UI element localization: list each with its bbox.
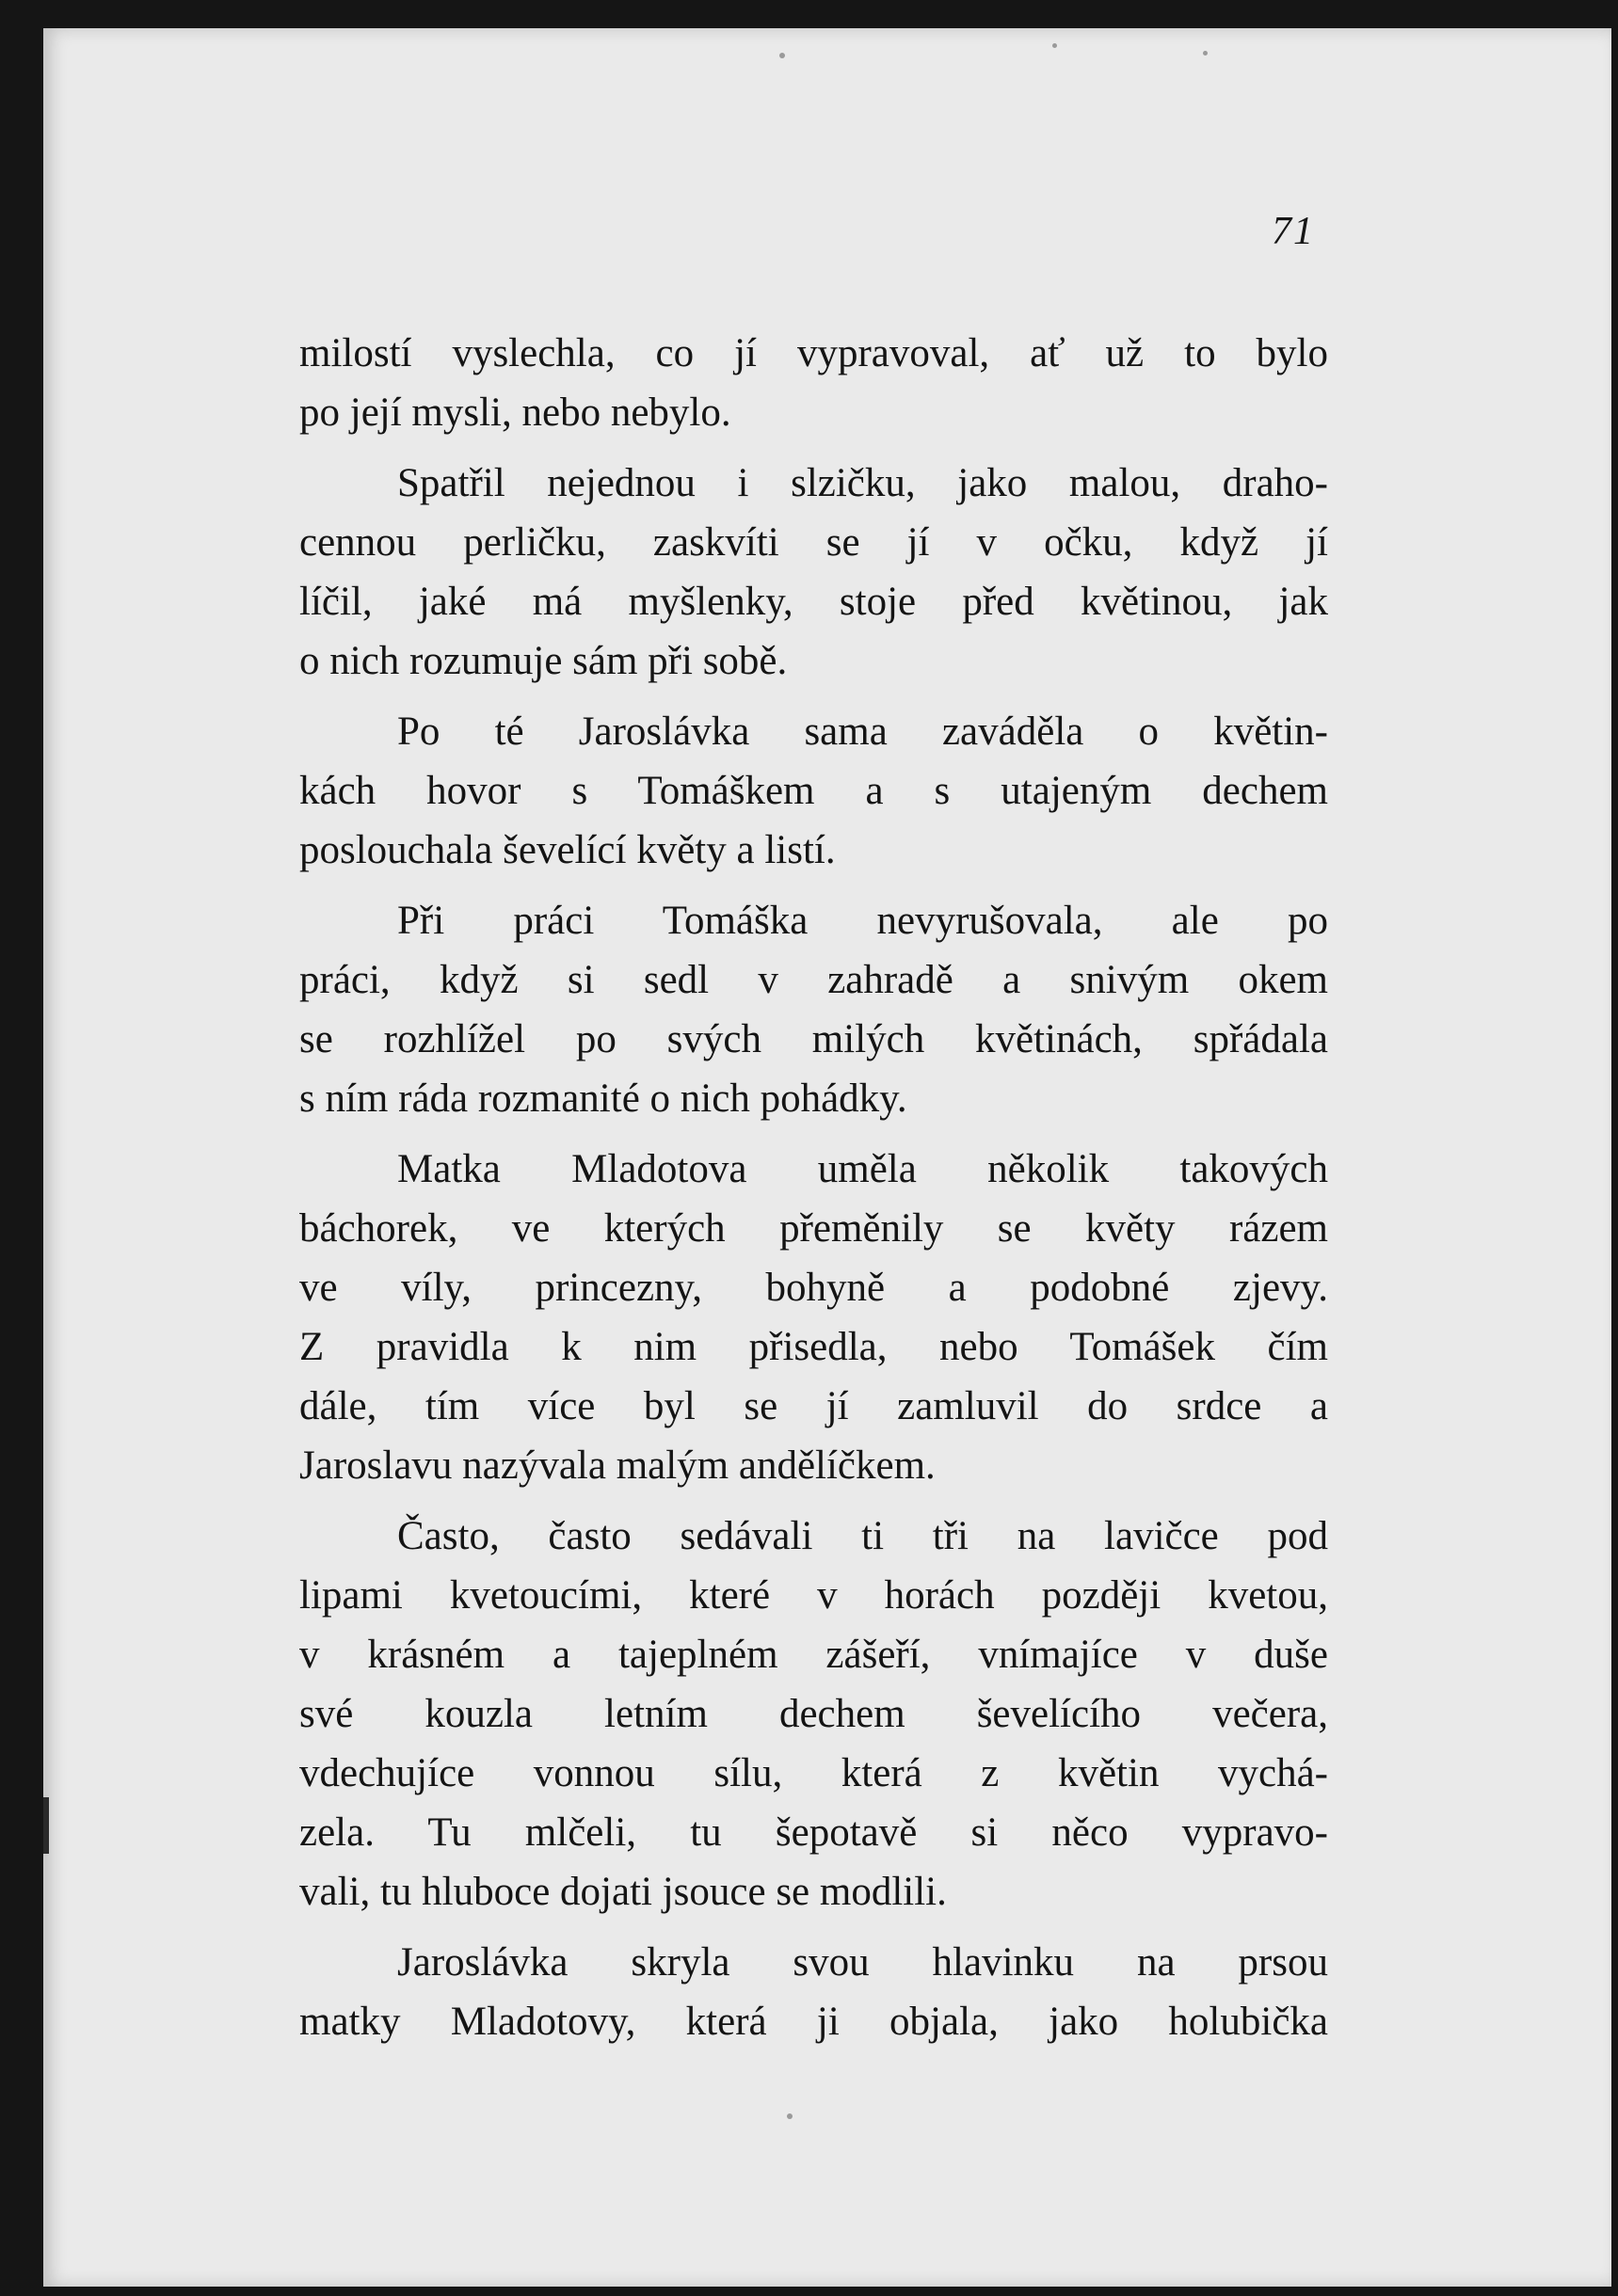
text-line: zela. Tu mlčeli, tu šepotavě si něco vypravo-	[299, 1810, 1328, 1855]
paragraph	[299, 1507, 1328, 1921]
text-line: se rozhlížel po svých milých květinách, spřádala	[299, 1017, 1328, 1061]
paper-speck	[779, 53, 785, 58]
text-line: Spatřil nejednou i slzičku, jako malou, draho-	[397, 461, 1328, 505]
text-line: matky Mladotovy, která ji objala, jako holubička	[299, 2000, 1328, 2044]
text-line: Po té Jaroslávka sama zaváděla o květin-	[397, 710, 1328, 754]
paragraph	[299, 454, 1328, 691]
text-line: své kouzla letním dechem ševelícího večera,	[299, 1692, 1328, 1736]
text-line: Často, často sedávali ti tři na lavičce pod	[397, 1514, 1328, 1558]
text-line: milostí vyslechla, co jí vypravoval, ať už to bylo	[299, 331, 1328, 375]
text-line: báchorek, ve kterých přeměnily se květy rázem	[299, 1206, 1328, 1251]
paper-speck	[787, 2113, 793, 2119]
paragraph	[299, 1140, 1328, 1495]
paragraph	[299, 324, 1328, 442]
text-line: Jaroslávka skryla svou hlavinku na prsou	[397, 1940, 1328, 1985]
text-line: cennou perličku, zaskvíti se jí v očku, když jí	[299, 520, 1328, 565]
binding-edge-mark	[43, 1797, 49, 1854]
text-line: Při práci Tomáška nevyrušovala, ale po	[397, 899, 1328, 943]
text-line: kách hovor s Tomáškem a s utajeným dechem	[299, 769, 1328, 813]
text-line: o nich rozumuje sám při sobě.	[299, 639, 788, 683]
text-line: Jaroslavu nazývala malým andělíčkem.	[299, 1443, 936, 1488]
paragraph	[299, 891, 1328, 1128]
text-line: poslouchala ševelící květy a listí.	[299, 828, 836, 872]
text-line: po její mysli, nebo nebylo.	[299, 391, 731, 435]
text-line: Matka Mladotova uměla několik takových	[397, 1147, 1328, 1191]
text-line: lipami kvetoucími, které v horách později kvetou,	[299, 1573, 1328, 1618]
text-line: Z pravidla k nim přisedla, nebo Tomášek čím	[299, 1325, 1328, 1369]
page-number: 71	[1272, 210, 1315, 253]
paper-speck	[1203, 51, 1208, 56]
paragraph	[299, 702, 1328, 880]
text-line: s ním ráda rozmanité o nich pohádky.	[299, 1076, 907, 1121]
text-line: vdechujíce vonnou sílu, která z květin vychá-	[299, 1751, 1328, 1795]
text-line: práci, když si sedl v zahradě a snivým okem	[299, 958, 1328, 1002]
book-page	[43, 28, 1611, 2287]
text-line: dále, tím více byl se jí zamluvil do srdce a	[299, 1384, 1328, 1428]
text-line: v krásném a tajeplném zášeří, vnímajíce v duše	[299, 1633, 1328, 1677]
paper-speck	[1052, 43, 1057, 48]
text-line: vali, tu hluboce dojati jsouce se modlili.	[299, 1870, 947, 1914]
text-line: ve víly, princezny, bohyně a podobné zjevy.	[299, 1266, 1328, 1310]
paragraph	[299, 1933, 1328, 2051]
text-line: líčil, jaké má myšlenky, stoje před květinou, jak	[299, 580, 1328, 624]
body-text	[299, 324, 1328, 2063]
